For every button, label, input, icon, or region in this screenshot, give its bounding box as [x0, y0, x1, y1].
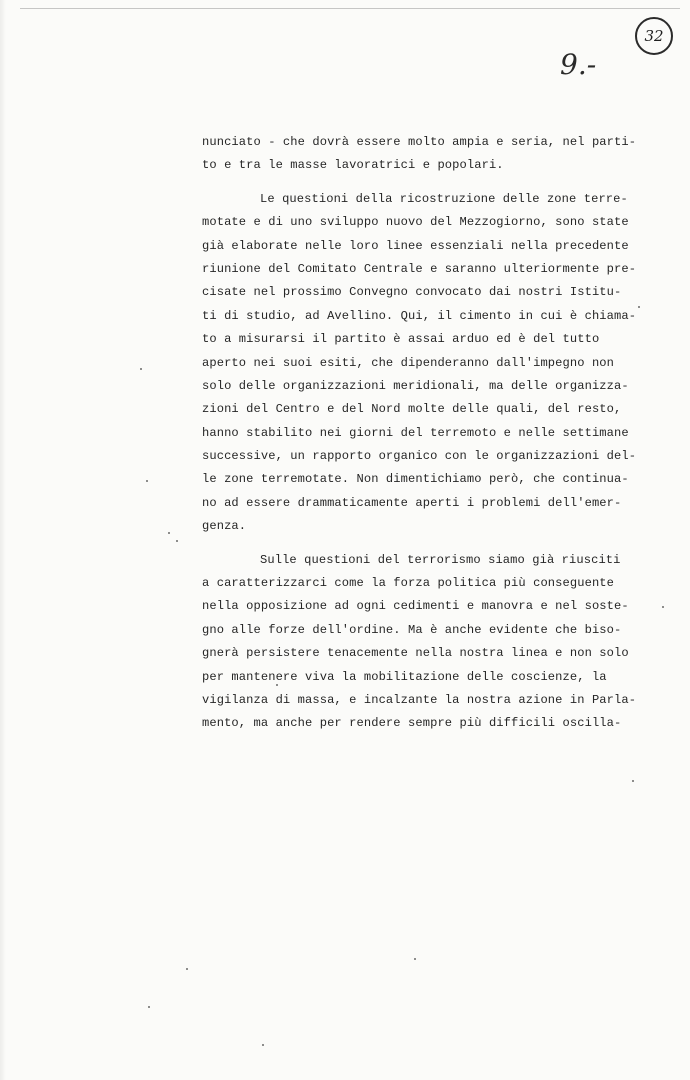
text-line: cisate nel prossimo Convegno convocato dai nostri Istitu- [202, 285, 622, 300]
scan-speck [140, 368, 142, 370]
text-line: no ad essere drammaticamente aperti i problemi dell'emer- [202, 495, 622, 510]
text-line: nella opposizione ad ogni cedimenti e manovra e nel soste- [202, 599, 629, 614]
scan-speck [262, 1044, 264, 1046]
paragraph [202, 549, 637, 736]
scan-edge-shadow [0, 0, 6, 1080]
text-line: le zone terremotate. Non dimentichiamo però, che continua- [202, 472, 629, 487]
text-line: a caratterizzarci come la forza politica più conseguente [202, 576, 615, 591]
scan-speck [186, 968, 188, 970]
text-line: genza. [202, 519, 247, 534]
top-rule [20, 8, 680, 9]
scan-speck [632, 780, 634, 782]
text-line: zioni del Centro e del Nord molte delle quali, del resto, [202, 402, 622, 417]
text-line: to e tra le masse lavoratrici e popolari. [202, 158, 504, 173]
text-line: Le questioni della ricostruzione delle zone terre- [260, 191, 628, 206]
paragraph [202, 131, 637, 178]
text-line: aperto nei suoi esiti, che dipenderanno dall'impegno non [202, 355, 615, 370]
text-line: solo delle organizzazioni meridionali, ma delle organizza- [202, 378, 629, 393]
text-line: successive, un rapporto organico con le organizzazioni del- [202, 449, 637, 464]
text-line: nunciato - che dovrà essere molto ampia e seria, nel parti- [202, 135, 637, 149]
scan-speck [168, 532, 170, 534]
folio-number-circle: 32 [635, 17, 673, 55]
text-line: riunione del Comitato Centrale e saranno ulteriormente pre- [202, 261, 637, 276]
text-line: motate e di uno sviluppo nuovo del Mezzogiorno, sono state [202, 215, 629, 230]
text-line: to a misurarsi il partito è assai arduo ed è del tutto [202, 332, 600, 347]
text-line: Sulle questioni del terrorismo siamo già riusciti [260, 552, 621, 567]
text-line: per mantenere viva la mobilitazione delle coscienze, la [202, 669, 607, 684]
scan-speck [662, 606, 664, 608]
paragraph [202, 188, 637, 539]
text-line: gnerà persistere tenacemente nella nostra linea e non solo [202, 646, 629, 661]
text-line: vigilanza di massa, e incalzante la nostra azione in Parla- [202, 692, 637, 707]
text-line: hanno stabilito nei giorni del terremoto e nelle settimane [202, 425, 629, 440]
scan-speck [276, 684, 278, 686]
scan-speck [414, 958, 416, 960]
scan-speck [146, 480, 148, 482]
text-line: ti di studio, ad Avellino. Qui, il cimento in cui è chiama- [202, 308, 637, 323]
scan-speck [638, 306, 640, 308]
scan-speck [148, 1006, 150, 1008]
body-text [202, 131, 637, 736]
scan-speck [176, 540, 178, 542]
text-line: già elaborate nelle loro linee essenziali nella precedente [202, 238, 629, 253]
text-line: mento, ma anche per rendere sempre più difficili oscilla- [202, 716, 622, 731]
page-number: 9.- [560, 48, 597, 81]
text-line: gno alle forze dell'ordine. Ma è anche evidente che biso- [202, 622, 622, 637]
